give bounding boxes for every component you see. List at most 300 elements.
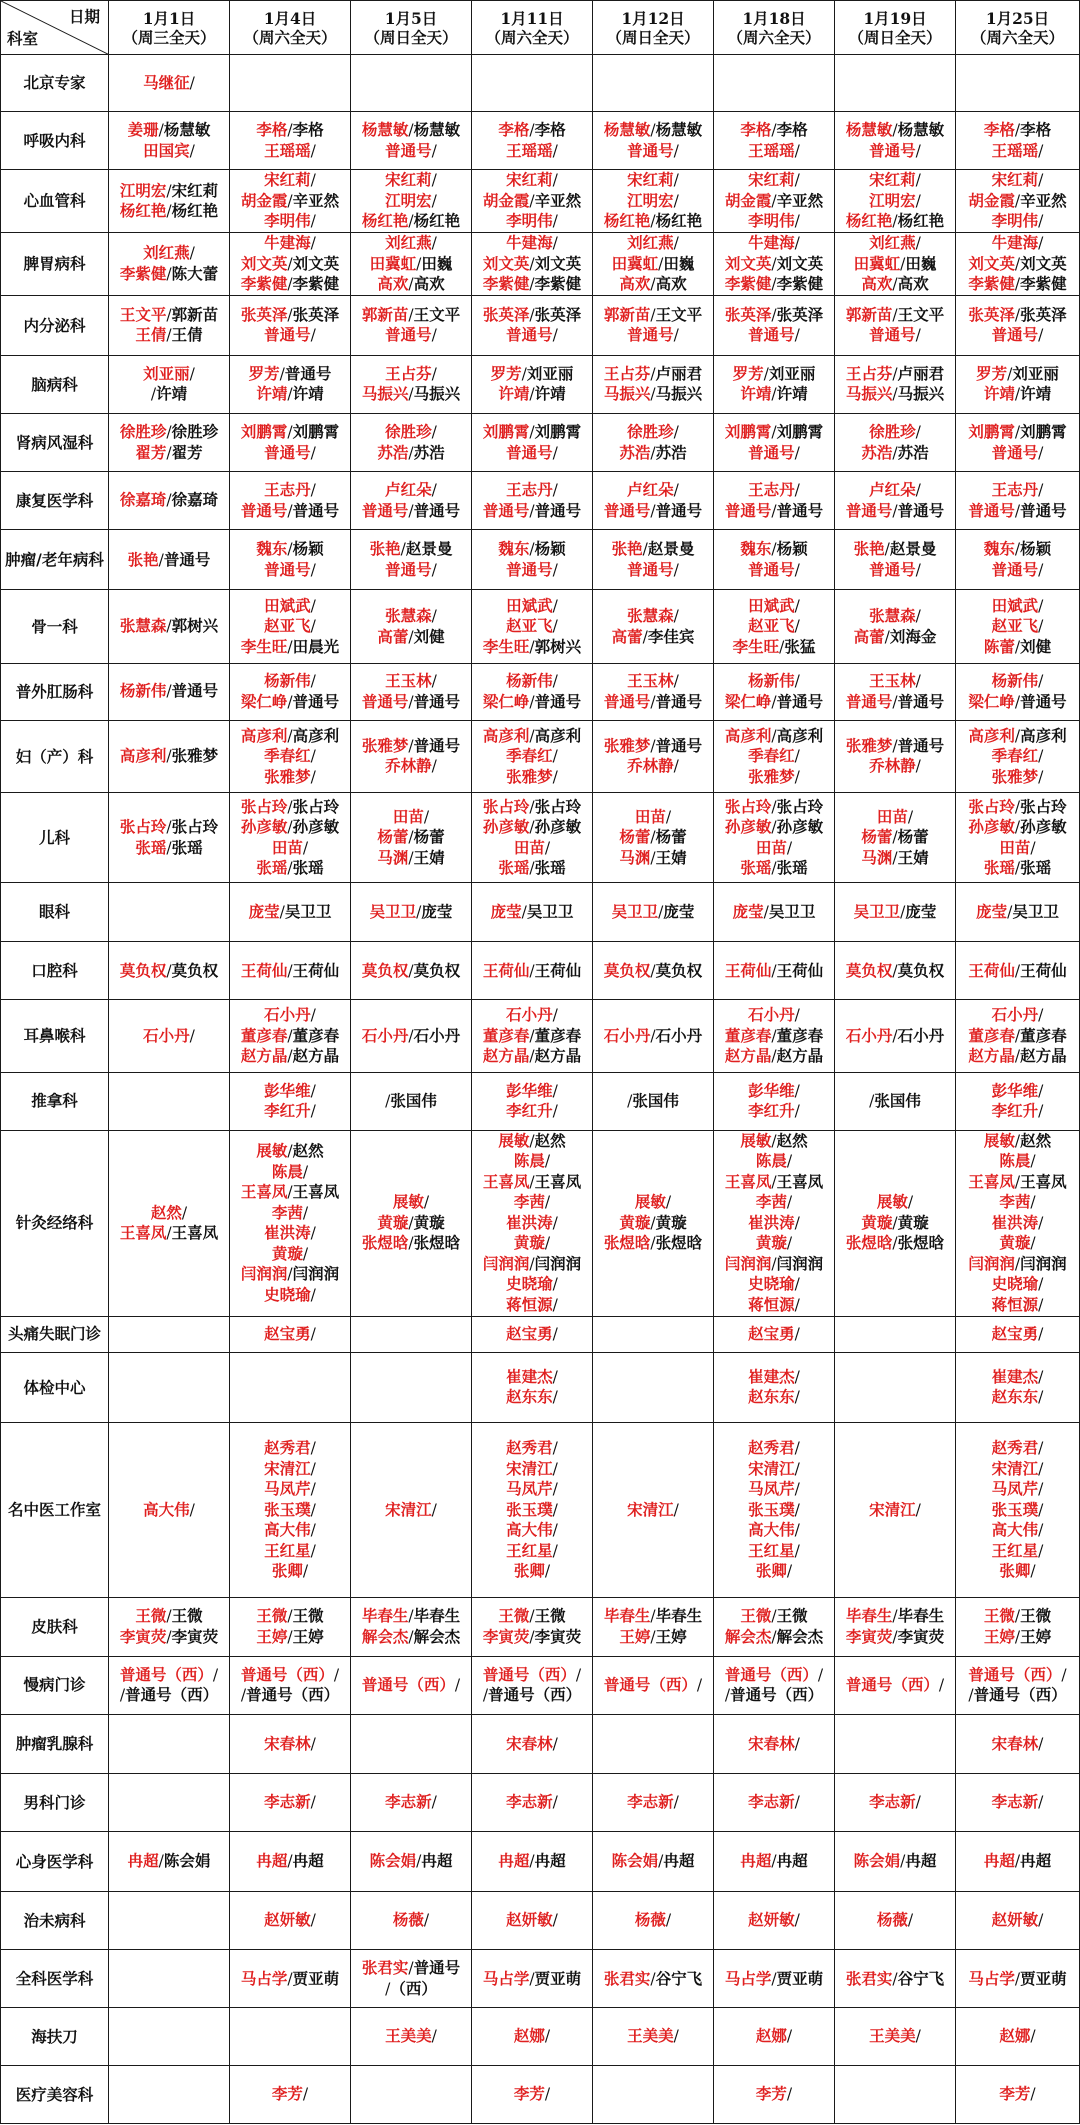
schedule-line: 李志新/	[385, 1792, 437, 1812]
schedule-line: 杨薇/	[876, 1910, 914, 1930]
schedule-line: 乔林静/	[627, 756, 679, 776]
morning-doctor: 张玉璞	[748, 1499, 795, 1519]
schedule-line: 郭新苗/王文平	[603, 304, 703, 324]
afternoon-doctor: 闫润润	[1020, 1253, 1067, 1273]
schedule-line: 李茜/	[999, 1192, 1036, 1212]
schedule-line: 赵秀君/	[991, 1438, 1044, 1458]
afternoon-doctor: 张煜晗	[413, 1233, 461, 1253]
schedule-line: 张君实/普通号	[361, 1958, 461, 1978]
morning-doctor: 普通号	[506, 559, 553, 579]
schedule-cell	[109, 295, 230, 355]
morning-doctor: 崔洪涛	[748, 1212, 795, 1232]
schedule-line: 王微/王微	[740, 1606, 808, 1626]
schedule-line: 展敏/赵然	[498, 1130, 566, 1150]
schedule-line: 石小丹/	[264, 1005, 316, 1025]
morning-doctor: 王喜凤	[968, 1171, 1015, 1191]
schedule-line: 王喜凤/王喜凤	[968, 1171, 1067, 1191]
morning-doctor: 张煜晗	[603, 1233, 651, 1253]
morning-doctor: 庞莹	[732, 901, 764, 921]
afternoon-doctor: 莫负权	[413, 960, 461, 980]
morning-doctor: 李志新	[869, 1792, 916, 1812]
schedule-line: 赵妍敏/	[748, 1910, 800, 1930]
schedule-cell	[956, 1316, 1080, 1352]
morning-doctor: 罗芳	[976, 363, 1008, 383]
schedule-line: 杨蕾/杨蕾	[619, 827, 687, 847]
afternoon-doctor: 王微	[534, 1606, 566, 1626]
morning-doctor: 王瑶瑶	[748, 140, 795, 160]
schedule-cell	[956, 663, 1080, 720]
morning-doctor: 李茜	[271, 1202, 303, 1222]
schedule-line: 普通号/	[385, 325, 437, 345]
morning-doctor: 张瑶	[256, 858, 288, 878]
schedule-cell	[714, 1316, 835, 1352]
schedule-line: 高彦利/高彦利	[724, 725, 824, 745]
dept-name: 肾病风湿科	[1, 414, 109, 472]
schedule-line: 马占学/贾亚萌	[240, 1968, 340, 1988]
morning-doctor: 普通号	[968, 500, 1015, 520]
schedule-line: 李芳/	[513, 2084, 551, 2104]
schedule-line: 李生旺/张猛	[732, 636, 816, 656]
schedule-cell	[714, 2008, 835, 2065]
morning-doctor: 石小丹	[748, 1005, 795, 1025]
afternoon-doctor: 李佳宾	[647, 626, 695, 646]
schedule-cell	[714, 530, 835, 590]
morning-doctor: 李志新	[385, 1792, 432, 1812]
schedule-line: 李明伟/	[264, 211, 316, 231]
morning-doctor: 张占玲	[968, 796, 1015, 816]
afternoon-doctor: 刘文英	[534, 253, 582, 273]
schedule-line: 赵娜/	[755, 2026, 793, 2046]
schedule-line: 普通号/	[869, 325, 921, 345]
morning-doctor: 张占玲	[482, 796, 530, 816]
morning-doctor: 田苗	[392, 806, 424, 826]
afternoon-doctor: 王文平	[413, 304, 461, 324]
morning-doctor: 普通号（西）	[240, 1664, 334, 1684]
afternoon-doctor: 王荷仙	[292, 960, 340, 980]
schedule-line: 张英泽/张英泽	[240, 304, 340, 324]
morning-doctor: 王玉林	[385, 671, 432, 691]
schedule-cell	[714, 883, 835, 942]
schedule-line: 张雅梦/普通号	[845, 735, 945, 755]
schedule-line: 李志新/	[506, 1792, 558, 1812]
afternoon-doctor: 张瑶	[534, 858, 566, 878]
schedule-line: 江明宏/	[627, 190, 679, 210]
schedule-line: 卢红朵/	[627, 480, 679, 500]
schedule-line: 李红升/	[506, 1101, 558, 1121]
schedule-line: 赵秀君/	[748, 1438, 800, 1458]
afternoon-doctor: （西）	[390, 1978, 437, 1998]
afternoon-doctor: 高欢	[897, 274, 929, 294]
schedule-line: 展敏/赵然	[256, 1141, 324, 1161]
schedule-line: 季春红/	[748, 746, 800, 766]
schedule-line: 王喜凤/王喜凤	[724, 1171, 824, 1191]
schedule-line: 宋红莉/	[506, 170, 558, 190]
schedule-line: 吴卫卫/庞莹	[611, 901, 695, 921]
schedule-cell	[109, 414, 230, 472]
schedule-line: 张煜晗/张煜晗	[603, 1233, 703, 1253]
morning-doctor: 张瑶	[983, 858, 1015, 878]
schedule-line: 普通号/普通号	[603, 691, 703, 711]
morning-doctor: 莫负权	[603, 960, 651, 980]
afternoon-doctor: 刘亚丽	[1012, 363, 1059, 383]
schedule-line: 普通号/	[869, 140, 921, 160]
schedule-cell	[956, 295, 1080, 355]
schedule-cell	[230, 355, 351, 413]
schedule-cell	[351, 295, 472, 355]
schedule-cell	[593, 1352, 714, 1422]
schedule-line: 罗芳/刘亚丽	[490, 363, 574, 383]
schedule-line: 赵宝勇/	[264, 1323, 316, 1343]
morning-doctor: 牛建海	[506, 233, 553, 253]
morning-doctor: 庞莹	[490, 901, 522, 921]
schedule-cell	[593, 355, 714, 413]
morning-doctor: 普通号	[845, 500, 893, 520]
schedule-line: 石小丹/	[748, 1005, 800, 1025]
morning-doctor: 蒋恒源	[748, 1294, 795, 1314]
schedule-line: 徐胜珍/	[627, 422, 679, 442]
schedule-cell	[351, 2008, 472, 2065]
morning-doctor: 赵宝勇	[264, 1323, 311, 1343]
dept-row	[1, 883, 1080, 942]
morning-doctor: 魏东	[983, 539, 1015, 559]
schedule-cell	[351, 883, 472, 942]
schedule-cell	[472, 883, 593, 942]
morning-doctor: 解会杰	[361, 1626, 409, 1646]
morning-doctor: 徐嘉琦	[119, 490, 167, 510]
schedule-line: 崔洪涛/	[506, 1212, 558, 1232]
morning-doctor: 张卿	[755, 1561, 787, 1581]
schedule-line: 普通号/普通号	[845, 691, 945, 711]
schedule-line: 宋清江/	[506, 1458, 558, 1478]
morning-doctor: 解会杰	[724, 1626, 772, 1646]
schedule-line: 王婷/王婷	[619, 1626, 687, 1646]
afternoon-doctor: 田巍	[663, 253, 695, 273]
afternoon-doctor: 张国伟	[874, 1090, 921, 1110]
schedule-line: 陈晨/	[755, 1151, 793, 1171]
morning-doctor: 刘文英	[240, 253, 288, 273]
schedule-line: 普通号/	[506, 442, 558, 462]
morning-doctor: 卢红朵	[627, 480, 674, 500]
schedule-line: 李芳/	[755, 2084, 793, 2104]
schedule-line: 田苗/	[513, 837, 551, 857]
schedule-line: 高大伟/	[506, 1520, 558, 1540]
schedule-cell	[714, 55, 835, 112]
schedule-cell	[714, 2065, 835, 2123]
schedule-line: 张雅梦/普通号	[603, 735, 703, 755]
schedule-line: 刘文英/刘文英	[724, 253, 824, 273]
afternoon-doctor: 普通号	[1020, 691, 1067, 711]
schedule-cell	[593, 112, 714, 170]
schedule-line: 王玉林/	[627, 671, 679, 691]
morning-doctor: 田斌武	[748, 595, 795, 615]
morning-doctor: 罗芳	[248, 363, 280, 383]
schedule-line: 宋红莉/	[748, 170, 800, 190]
schedule-line: 黄璇/	[271, 1243, 309, 1263]
schedule-line: 展敏/赵然	[983, 1130, 1052, 1150]
morning-doctor: 赵娜	[755, 2026, 787, 2046]
schedule-line: 杨红艳/杨红艳	[845, 211, 945, 231]
schedule-line: 田冀虹/田巍	[369, 253, 453, 273]
schedule-line: 展敏/赵然	[740, 1130, 808, 1150]
morning-doctor: 王红星	[264, 1540, 311, 1560]
morning-doctor: 普通号	[385, 559, 432, 579]
schedule-cell	[472, 2065, 593, 2123]
afternoon-doctor: 张英泽	[292, 304, 340, 324]
morning-doctor: 赵亚飞	[264, 616, 311, 636]
morning-doctor: 普通号（西）	[845, 1674, 939, 1694]
morning-doctor: 王喜凤	[240, 1182, 288, 1202]
schedule-cell	[351, 112, 472, 170]
afternoon-doctor: 解会杰	[776, 1626, 824, 1646]
schedule-line: 赵亚飞/	[264, 616, 316, 636]
date-header-2	[351, 1, 472, 55]
morning-doctor: 王喜凤	[119, 1223, 167, 1243]
morning-doctor: 苏浩	[619, 442, 651, 462]
morning-doctor: 冉超	[127, 1851, 159, 1871]
afternoon-doctor: 石小丹	[655, 1025, 703, 1045]
schedule-cell	[835, 1422, 956, 1597]
schedule-line: 黄璇/黄璇	[861, 1212, 929, 1232]
schedule-cell	[714, 1773, 835, 1831]
afternoon-doctor: 张占玲	[1020, 796, 1067, 816]
afternoon-doctor: 郭树兴	[534, 636, 582, 656]
morning-doctor: 宋红莉	[506, 170, 553, 190]
schedule-line: 普通号（西）/	[361, 1674, 461, 1694]
afternoon-doctor: 刘文英	[292, 253, 340, 273]
dept-row	[1, 1072, 1080, 1130]
schedule-line: 宋春林/	[748, 1733, 800, 1753]
morning-doctor: 王美美	[869, 2026, 916, 2046]
morning-doctor: 梁仁峥	[240, 691, 288, 711]
dept-name: 骨一科	[1, 590, 109, 663]
afternoon-doctor: 李格	[292, 120, 324, 140]
morning-doctor: 王微	[498, 1606, 530, 1626]
morning-doctor: 梁仁峥	[482, 691, 530, 711]
schedule-cell	[835, 1656, 956, 1714]
schedule-line: 李志新/	[991, 1792, 1044, 1812]
morning-doctor: 王喜凤	[482, 1171, 530, 1191]
morning-doctor: 刘红燕	[143, 243, 190, 263]
schedule-line: 王志丹/	[264, 480, 316, 500]
afternoon-doctor: 赵方晶	[776, 1046, 824, 1066]
morning-doctor: 李芳	[513, 2084, 545, 2104]
schedule-line: 江明宏/	[869, 190, 921, 210]
morning-doctor: 马凤芹	[506, 1479, 553, 1499]
morning-doctor: 宋清江	[748, 1458, 795, 1478]
afternoon-doctor: 普通号（西）	[246, 1685, 340, 1705]
schedule-line: 崔洪涛/	[264, 1223, 316, 1243]
schedule-line: 张英泽/张英泽	[724, 304, 824, 324]
schedule-line: 马振兴/马振兴	[845, 384, 945, 404]
morning-doctor: 杨新伟	[748, 671, 795, 691]
schedule-cell	[109, 530, 230, 590]
morning-doctor: 黄璇	[755, 1233, 787, 1253]
dept-name: 治未病科	[1, 1892, 109, 1950]
schedule-cell	[230, 472, 351, 530]
schedule-line: 刘鹏霄/刘鹏霄	[968, 422, 1067, 442]
schedule-line: 普通号/	[869, 559, 921, 579]
schedule-cell	[230, 720, 351, 792]
schedule-line: 张雅梦/普通号	[361, 735, 461, 755]
schedule-cell	[472, 1422, 593, 1597]
morning-doctor: 魏东	[740, 539, 772, 559]
schedule-cell	[109, 663, 230, 720]
morning-doctor: 普通号	[724, 500, 772, 520]
afternoon-doctor: 王荷仙	[1020, 960, 1067, 980]
morning-doctor: 陈晨	[271, 1161, 303, 1181]
afternoon-doctor: 李寅荧	[171, 1626, 219, 1646]
afternoon-doctor: 闫润润	[776, 1253, 824, 1273]
schedule-cell	[351, 1773, 472, 1831]
morning-doctor: 李寅荧	[482, 1626, 530, 1646]
schedule-line: 王荷仙/王荷仙	[482, 960, 582, 980]
afternoon-doctor: 庞莹	[905, 901, 937, 921]
schedule-cell	[593, 1773, 714, 1831]
schedule-line: 姜珊/杨慧敏	[127, 120, 211, 140]
schedule-line: 高蕾/李佳宾	[611, 626, 695, 646]
schedule-cell	[835, 720, 956, 792]
schedule-line: 张慧森/	[385, 606, 437, 626]
schedule-line: 普通号（西）/	[724, 1664, 824, 1684]
schedule-cell	[351, 1598, 472, 1656]
morning-doctor: 李格	[983, 120, 1015, 140]
morning-doctor: 高彦利	[119, 746, 167, 766]
schedule-line: 王荷仙/王荷仙	[724, 960, 824, 980]
dept-row	[1, 170, 1080, 233]
morning-doctor: 普通号	[361, 691, 409, 711]
schedule-line: 闫润润/闫润润	[724, 1253, 824, 1273]
morning-doctor: 崔建杰	[748, 1366, 795, 1386]
morning-doctor: 高大伟	[748, 1520, 795, 1540]
schedule-cell	[593, 1422, 714, 1597]
schedule-line: 牛建海/	[506, 233, 558, 253]
morning-doctor: 董彦春	[482, 1025, 530, 1045]
schedule-line: 孙彦敏/孙彦敏	[240, 817, 340, 837]
schedule-line: 江明宏/	[385, 190, 437, 210]
schedule-cell	[714, 170, 835, 233]
afternoon-doctor: 卢丽君	[897, 363, 945, 383]
morning-doctor: 季春红	[991, 746, 1039, 766]
morning-doctor: 李寅荧	[845, 1626, 893, 1646]
schedule-line: 张煜晗/张煜晗	[845, 1233, 945, 1253]
afternoon-doctor: 赵然	[776, 1130, 808, 1150]
morning-doctor: 张英泽	[240, 304, 288, 324]
morning-doctor: 石小丹	[264, 1005, 311, 1025]
morning-doctor: 杨慧敏	[603, 120, 651, 140]
schedule-cell	[835, 1130, 956, 1316]
schedule-line: 赵东东/	[991, 1387, 1044, 1407]
schedule-cell	[714, 414, 835, 472]
schedule-cell	[230, 1598, 351, 1656]
morning-doctor: 杨红艳	[361, 211, 409, 231]
morning-doctor: 王占芬	[385, 363, 432, 383]
schedule-line: 刘红燕/	[627, 233, 679, 253]
morning-doctor: 吴卫卫	[369, 901, 417, 921]
schedule-cell	[835, 942, 956, 1000]
dept-name: 普外肛肠科	[1, 663, 109, 720]
schedule-cell	[956, 1950, 1080, 2008]
schedule-cell	[351, 1422, 472, 1597]
afternoon-doctor: 赵景曼	[647, 539, 695, 559]
schedule-line: 闫润润/闫润润	[482, 1253, 582, 1273]
morning-doctor: 刘文英	[482, 253, 530, 273]
schedule-line: 张英泽/张英泽	[482, 304, 582, 324]
schedule-line: 张玉璞/	[748, 1499, 800, 1519]
morning-doctor: 李志新	[627, 1792, 674, 1812]
schedule-line: 李明伟/	[748, 211, 800, 231]
morning-doctor: 杨薇	[876, 1910, 908, 1930]
schedule-cell	[230, 1422, 351, 1597]
schedule-cell	[351, 1656, 472, 1714]
morning-doctor: 赵宝勇	[748, 1323, 795, 1343]
schedule-line: 宋红莉/	[385, 170, 437, 190]
morning-doctor: 宋红莉	[385, 170, 432, 190]
schedule-line: 张瑶/张瑶	[256, 858, 324, 878]
afternoon-doctor: 杨颖	[776, 539, 808, 559]
schedule-line: 赵妍敏/	[264, 1910, 316, 1930]
schedule-cell	[956, 792, 1080, 882]
morning-doctor: 许靖	[983, 384, 1015, 404]
morning-doctor: 王占芬	[845, 363, 893, 383]
schedule-cell	[230, 170, 351, 233]
schedule-line: 田斌武/	[748, 595, 800, 615]
afternoon-doctor: 张瑶	[171, 837, 203, 857]
morning-doctor: 李明伟	[264, 211, 311, 231]
morning-doctor: 普通号	[240, 500, 288, 520]
schedule-line: 王志丹/	[991, 480, 1044, 500]
afternoon-doctor: 许靖	[292, 384, 324, 404]
schedule-line: 杨薇/	[634, 1910, 672, 1930]
morning-doctor: 高欢	[861, 274, 893, 294]
date-header-4	[593, 1, 714, 55]
morning-doctor: 张英泽	[968, 304, 1015, 324]
schedule-line: 徐胜珍/徐胜珍	[119, 422, 219, 442]
schedule-cell	[230, 1352, 351, 1422]
morning-doctor: 宋春林	[748, 1733, 795, 1753]
schedule-line: 田国宾/	[143, 140, 195, 160]
schedule-line: 许靖/许靖	[983, 384, 1052, 404]
afternoon-doctor: 贾亚萌	[534, 1968, 582, 1988]
date-label: 1月11日	[500, 8, 564, 28]
schedule-cell	[472, 663, 593, 720]
schedule-line: 李格/李格	[256, 120, 324, 140]
afternoon-doctor: 李格	[1020, 120, 1052, 140]
dept-row	[1, 1714, 1080, 1773]
afternoon-doctor: 李寅荧	[534, 1626, 582, 1646]
afternoon-doctor: 陈会娟	[163, 1851, 211, 1871]
schedule-line: 徐胜珍/	[385, 422, 437, 442]
schedule-cell	[835, 663, 956, 720]
schedule-cell	[714, 590, 835, 663]
schedule-line: 张雅梦/	[991, 766, 1044, 786]
morning-doctor: 赵娜	[513, 2026, 545, 2046]
schedule-line: 杨蕾/杨蕾	[861, 827, 929, 847]
schedule-cell	[714, 1000, 835, 1072]
afternoon-doctor: 徐胜珍	[171, 422, 219, 442]
schedule-line: 王倩/王倩	[135, 325, 203, 345]
schedule-line: 张占玲/张占玲	[724, 796, 824, 816]
schedule-line: 杨红艳/杨红艳	[603, 211, 703, 231]
schedule-cell	[593, 1130, 714, 1316]
morning-doctor: 张卿	[999, 1561, 1031, 1581]
morning-doctor: 崔洪涛	[264, 1223, 311, 1243]
dept-row	[1, 2008, 1080, 2065]
schedule-line: 刘文英/刘文英	[240, 253, 340, 273]
morning-doctor: 季春红	[506, 746, 553, 766]
morning-doctor: 马占学	[968, 1968, 1015, 1988]
schedule-line: 江明宏/宋红莉	[119, 180, 219, 200]
schedule-cell	[351, 590, 472, 663]
